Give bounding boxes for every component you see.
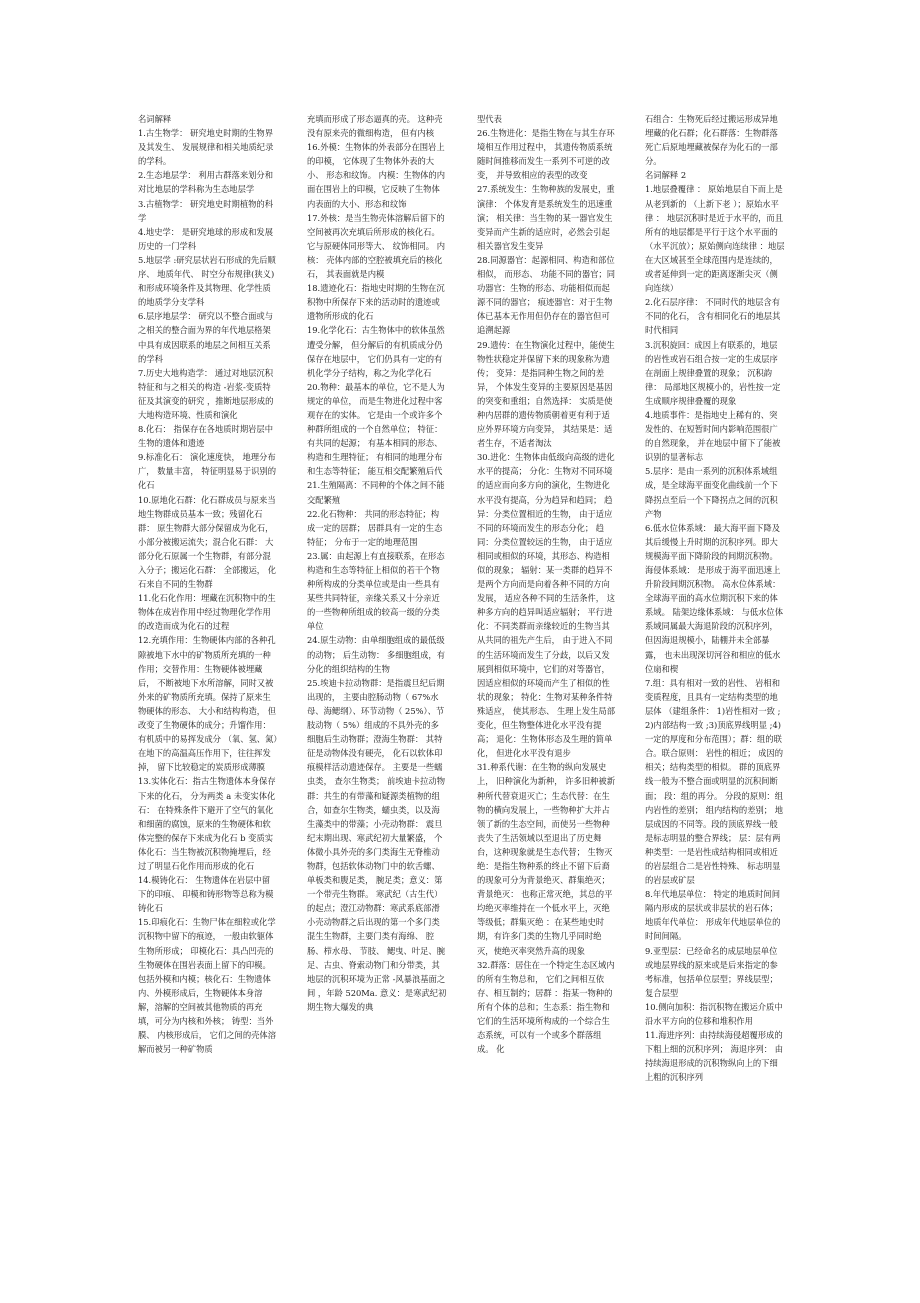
paragraph: 12.充填作用：生物硬体内部的各种孔隙被地下水中的矿物质所充填的一种作用；交替作用：生物硬体被埋藏后， 不断被地下水所溶解，同时又被外来的矿物质所充填。保持了原来生物硬体的形态、 大小和结构构造， 但改变了生物硬体的成分；升馏作用：有机质中的易挥发成分 （氧、氢、氮）在地下的高温高压作用下，往往挥发掉， 留下比较稳定的炭质形成薄膜 xyxy=(138,635,278,773)
text-column-1 xyxy=(138,112,278,1056)
paragraph: 10.原地化石群：化石群成员与原来当地生物群成员基本一致；残留化石群： 原生物群大部分保留成为化石，小部分被搬运流失；混合化石群： 大部分化石原属一个生物群，有部分混入分子；搬运化石群： 全部搬运， 化石来自不同的生物群 xyxy=(138,494,277,590)
paragraph: 21.生殖隔离：不同种的个体之间不能交配繁殖 xyxy=(307,480,445,505)
text-column-2 xyxy=(307,112,447,1014)
paragraph: 16.外模：生物体的外表部分在围岩上的印模， 它体现了生物体外表的大小、 形态和纹饰。 内模：生物体的内面在围岩上的印模，它反映了生物体内表面的大小、形态和纹饰 xyxy=(307,142,446,209)
paragraph: 9.亚型层：已经命名的成层地层单位或地层界线的原来或是后来指定的参考标准，包括单位层型；界线层型；复合层型 xyxy=(645,945,778,998)
paragraph: 15.印痕化石：生物尸体在细粒或化学沉积物中留下的痕迹， 一般由软躯体生物所形成； 印模化石：具凸凹壳的生物硬体在围岩表面上留下的印模。 包括外模和内模；核化石：生物遗体内、外模形成后，生物硬体本身溶解，溶解的空间被其他物质的再充填，可分为内核和外核； 铸型：当外膜、 内核形成后， 它们之间的壳体溶解而被另一种矿物质 xyxy=(138,917,277,1055)
paragraph: 6.低水位体系域： 最大海平面下降及其后缓慢上升时期的沉积序列。即大规模海平面下降阶段的间期沉积物。 海侵体系域： 是形成于海平面迅速上升阶段间期沉积物。 高水位体系域： 全球海平面的高水位期沉积下来的体系域。 陆架边缘体系域： 与低水位体系域同属最大海退阶段的沉积序列，但因海退规模小，陆棚并未全部暴露， 也未出现深切河谷和相应的低水位扇和楔 xyxy=(645,522,784,674)
paragraph: 27.系统发生：生物种族的发展史，重演律： 个体发育是系统发生的迅速重演； 相关律：当生物的某一器官发生变异而产生新的适应时，必然会引起相关器官发生变异 xyxy=(477,184,615,251)
text-column-3 xyxy=(477,112,617,1056)
paragraph: 14.模铸化石： 生物遗体在岩层中留下的印痕、 印模和铸形物等总称为模铸化石 xyxy=(138,875,274,914)
text-column-4 xyxy=(645,112,785,1084)
paragraph: 28.同源器官：起源相同、构造和部位相似， 而形态、 功能不同的器官；同功器官：生物的形态、功能相似而起源不同的器官； 痕迹器官：对于生物体已基本无作用但仍存在的器官但可追溯起源 xyxy=(477,254,616,336)
paragraph: 1.古生物学： 研究地史时期的生物界及其发生、 发展规律和相关地质纪录的学科。 xyxy=(138,128,274,167)
paragraph: 7.历史大地构造学： 通过对地层沉积特征和与之相关的构造 -岩浆-变质特征及其演变的研究 ，推断地层形成的大地构造环境、性质和演化 xyxy=(138,367,274,420)
paragraph: 5.层序：是由一系列的沉积体系域组成，是全球海平面变化曲线前一个下降拐点至后一个下降拐点之间的沉积产物 xyxy=(645,466,778,519)
paragraph: 32.群落：居住在一个特定生态区域内的所有生物总和， 它们之间相互依存、相互制约；居群 ：指某一物种的所有个体的总和；生态系：指生物和它们的生活环境所构成的一个综合生态系统，可以有一个或多个群落组成。 化 xyxy=(477,959,615,1055)
paragraph: 石组合：生物死后经过搬运形成异地埋藏的化石群；化石群落：生物群落死亡后原地埋藏被保存为化石的一部分。 xyxy=(645,114,778,167)
paragraph: 22.化石物种： 共同的形态特征；构成一定的居群； 居群具有一定的生态特征； 分布于一定的地理范围 xyxy=(307,508,443,547)
paragraph: 11.海进序列：由持续海侵超覆形成的下粗上细的沉积序列； 海退序列： 由持续海退形成的沉积物纵向上的下细上粗的沉积序列 xyxy=(645,1030,784,1083)
paragraph: 9.标准化石： 演化速度快， 地理分布广， 数量丰富， 特征明显易于识别的化石 xyxy=(138,452,277,491)
paragraph: 25.埃迪卡拉动物群：是指震旦纪后期出现的， 主要由腔肠动物（ 67%水母、海鳃纲）、环节动物（ 25%）、节肢动物（ 5%）组成的不具外壳的多细胞后生动物群；澄海生物群： 其特征是动物体没有硬壳， 化石以软体印痕模样活动遗迹保存。 主要是一些蠕虫类， 查尔生物类； 前埃迪卡拉动物群：共生的有带藻和疑源类植物的组合，如查尔生物类，蠕虫类，以及海生藻类中的带藻；小壳动物群： 震旦纪末期出现、寒武纪初大量繁盛， 个体微小具外壳的多门类海生无脊椎动物群，包括软体动物门中的软舌螺、单板类和腹足类， 腕足类；意义：第一个带壳生物群。 寒武纪（古生代） 的起点；澄江动物群：寒武系底部滑小壳动物群之后出现的第一个多门类混生生物群，主要门类有海绵、 腔肠、栉水母、 节肢、 鳃曳、叶足、腕足、古虫、脊索动物门和分带类，其地层的沉积环境为正常 -风暴浪基面之间 ，年龄 520Ma. 意义：是寒武纪初期生物大爆发的典 xyxy=(307,677,447,1012)
paragraph: 2.化石层序律： 不同时代的地层含有不同的化石， 含有相同化石的地层其时代相同 xyxy=(645,297,781,336)
paragraph: 31.种系代谢：在生物的纵向发展史上， 旧种演化为新种， 许多旧种被新种所代替衰退灭亡；生态代替：在生物的横向发展上，一些物种扩大并占领了新的生态空间，而使另一些物种丧失了生活领域以至退出了历史舞台，这种现象就是生态代替； 生物灭绝：是指生物种系的终止不留下后裔的现象可分为背景绝灭、群集绝灭； 背景绝灭： 也称正常灭绝，其总的平均绝灭率维持在一个低水平上，灭绝等级低；群集灭绝 ：在某些地史时期，有许多门类的生物几乎同时绝灭，使绝灭率突然升高的现象 xyxy=(477,762,616,956)
paragraph: 型代表 xyxy=(477,114,502,124)
paragraph: 17.外核：是当生物壳体溶解后留下的空间被再次充填后所形成的核化石。 它与原硬体同形等大、 纹饰相同。 内核： 壳体内部的空腔被填充后的核化石， 其表面就是内模 xyxy=(307,212,446,280)
paragraph: 充填而形成了形态逼真的壳。 这种壳没有原来壳的微细构造， 但有内核 xyxy=(307,114,443,139)
paragraph: 29.遗传：在生物演化过程中，能使生物性状稳定并保留下来的现象称为遗传； 变异：是指同种生物之间的差异， 个体发生变异的主要原因是基因的突变和重组；自然选择： 实质是使种内居群的遗传物质朝着更有利于适应外界环境方向变异， 其结果是：适者生存，不适者淘汰 xyxy=(477,339,615,449)
paragraph: 6.层序地层学： 研究以不整合面或与之相关的整合面为界的年代地层格架中具有成因联系的地层之间相互关系的学科 xyxy=(138,311,274,364)
paragraph: 30.进化：生物体由低级向高级的进化水平的提高； 分化：生物对不同环境的适应而向多方向的演化，生物进化水平没有提高，分为趋异和趋同； 趋异：分类位置相近的生物， 由于适应不同的环境而发生的形态分化； 趋同：分类位置较远的生物， 由于适应相同或相似的环境，其形态、构造相似的现象； 辐射：某一类群的趋异不是两个方向而是向着各种不同的方向发展， 适应各种不同的生活条件， 这种多方向的趋异叫适应辐射； 平行进化：不同类群而亲缘较近的生物当其从共同的祖先产生后， 由于进入不同的生活环境而发生了分歧，以后又发展到相似环境中，它们的对等器官， 因适应相似的环境而产生了相似的性状的现象； 特化：生物对某种条件特殊适应， 使其形态、 生理上发生局部变化，但生物整体进化水平没有提高； 退化：生物体形态及生理的简单化， 但进化水平没有退步 xyxy=(477,452,616,759)
paragraph: 1.地层叠覆律 ： 原始地层自下而上是从老到新的 （上新下老 ）；原始水平律 ： 地层沉积时是近于水平的，而且所有的地层都是平行于这个水平面的 （水平沉放）；原始侧向连续律 ：地层在大区域甚至全球范围内是连续的，或者延伸到一定的距离逐渐尖灭（侧向连续） xyxy=(645,184,785,294)
paragraph: 10.侧向加积：指沉积物在搬运介质中沿水平方向的位移和堆积作用 xyxy=(645,1001,783,1026)
paragraph: 19.化学化石：古生物体中的软体虽然遭受分解， 但分解后的有机质成分仍保存在地层中， 它们仍具有一定的有机化学分子结构，称之为化学化石 xyxy=(307,325,445,378)
paragraph: 11.化石化作用：埋藏在沉积物中的生物体在成岩作用中经过物理化学作用的改造而成为化石的过程 xyxy=(138,593,276,632)
paragraph: 名词解释 xyxy=(138,114,172,124)
paragraph: 18.遗迹化石：指地史时期的生物在沉积物中所保存下来的活动时的遗迹或遗物所形成的化石 xyxy=(307,283,445,322)
paragraph: 2.生态地层学： 利用古群落来划分和对比地层的学科称为生态地层学 xyxy=(138,170,274,195)
paragraph: 26.生物进化：是指生物在与其生存环境相互作用过程中， 其遗传物质系统随时间推移而发生一系列不可逆的改变， 并导致相应的表型的改变 xyxy=(477,128,615,181)
paragraph: 5.地层学 :研究层状岩石形成的先后顺序、 地质年代、 时空分布规律(狭义)和形成环境条件及其物理、化学性质的地质学分支学科 xyxy=(138,254,276,308)
paragraph: 23.属：由起源上有直接联系，在形态构造和生态等特征上相似的若干个物种所构成的分类单位或是由一些具有某些共同特征，亲缘关系又十分亲近的一些物种所组成的较高一级的分类单位 xyxy=(307,550,445,632)
paragraph: 13.实体化石：指古生物遗体本身保存下来的化石， 分为两类 a 未变实体化石： 在特殊条件下避开了空气的氧化和细菌的腐蚀，原来的生物硬体和软体完整的保存下来成为化石 b 变质实体化石：当生物被沉积物掩埋后，经过了明显石化作用而形成的化石 xyxy=(138,776,276,871)
paragraph: 名词解释 2 xyxy=(645,170,687,181)
paragraph: 4.地质事件：是指地史上稀有的、突发性的、在短暂时间内影响范围很广的自然现象， 并在地层中留下了能被识别的显著标志 xyxy=(645,409,781,463)
paragraph: 24.原生动物：由单细胞组成的最低级的动物； 后生动物： 多细胞组成，有分化的组织结构的生物 xyxy=(307,635,446,674)
paragraph: 7.组：具有相对一致的岩性、 岩相和变质程度，且具有一定结构类型的地层体 （建组条件： 1)岩性相对一致 ;2)内部结构一致 ;3)顶底界线明显 ;4)一定的厚度和分布范围）；群：组的联合。联合原则： 岩性的相近； 成因的相关；结构类型的相似。 群的顶底界线一般为不整合面或明显的沉积间断面； 段：组的再分。 分段的原则：组内岩性的差别； 组内结构的差别； 地层成因的不同等。段的顶底界线一般是标志明显的整合界线； 层：层有两种类型：一是岩性成结构相同或相近的岩层组合二是岩性特殊、 标志明显的岩层或矿层 xyxy=(645,677,784,886)
paragraph: 8.年代地层单位： 特定的地质时间间隔内形成的层状或非层状的岩石体； 地质年代单位： 形成年代地层单位的时间间隔。 xyxy=(645,889,781,942)
paragraph: 3.沉积旋回：成因上有联系的，地层的岩性或岩石组合按一定的生成层序在剖面上规律叠置的现象； 沉积韵律： 局部地区规模小的，岩性按一定生成顺序规律叠覆的现象 xyxy=(645,339,781,406)
paragraph: 20.物种：最基本的单位，它不是人为规定的单位， 而是生物进化过程中客观存在的实体。 它是由一个或许多个种群所组成的一个自然单位； 特征： 有共同的起源； 有基本相同的形态、 构造和生理特征； 有相同的地理分布和生态等特征； 能互相交配繁殖后代 xyxy=(307,381,445,477)
paragraph: 8.化石： 指保存在各地质时期岩层中生物的遗体和遗迹 xyxy=(138,424,274,449)
paragraph: 3.古植物学： 研究地史时期植物的科学 xyxy=(138,198,274,223)
paragraph: 4.地史学： 是研究地球的形成和发展历史的一门学科 xyxy=(138,226,274,251)
